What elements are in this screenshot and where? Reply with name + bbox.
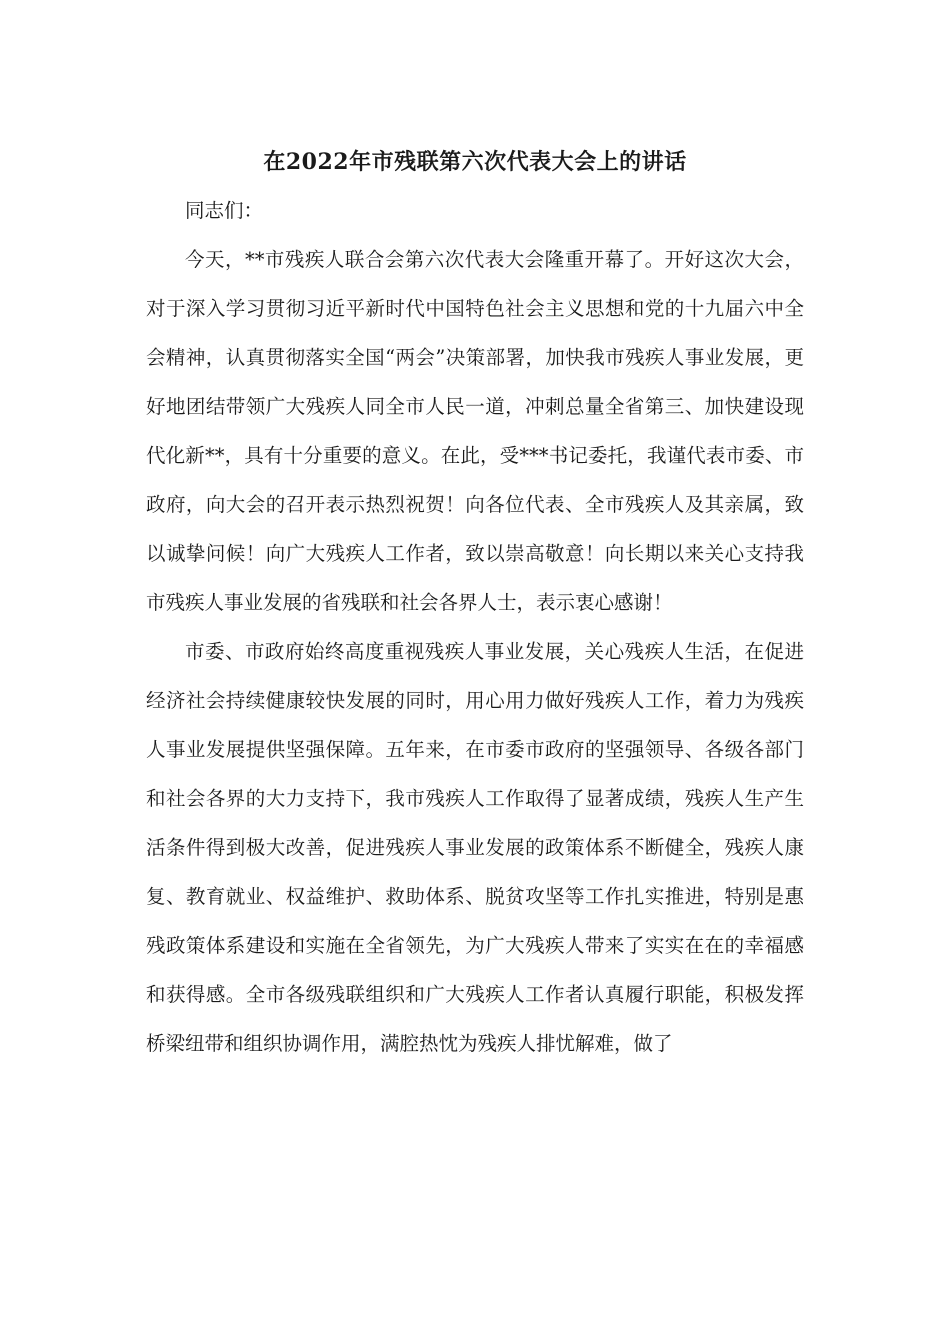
document-title: 在2022年市残联第六次代表大会上的讲话 xyxy=(263,149,687,175)
paragraph-2: 市委、市政府始终高度重视残疾人事业发展，关心残疾人生活，在促进经济社会持续健康较快发展的同时，用心用力做好残疾人工作，着力为残疾人事业发展提供坚强保障。五年来，在市委市政府的坚强领导、各级各部门和社会各界的大力支持下，我市残疾人工作取得了显著成绩，残疾人生产生活条件得到极大改善，促进残疾人事业发展的政策体系不断健全，残疾人康复、教育就业、权益维护、救助体系、脱贫攻坚等工作扎实推进，特别是惠残政策体系建设和实施在全省领先，为广大残疾人带来了实实在在的幸福感和获得感。全市各级残联组织和广大残疾人工作者认真履行职能，积极发挥桥梁纽带和组织协调作用，满腔热忱为残疾人排忧解难，做了 xyxy=(146,640,804,1055)
document-body xyxy=(146,186,804,1068)
salutation: 同志们： xyxy=(185,199,264,222)
paragraph-1: 今天，**市残疾人联合会第六次代表大会隆重开幕了。开好这次大会，对于深入学习贯彻习近平新时代中国特色社会主义思想和党的十九届六中全会精神，认真贯彻落实全国“两会”决策部署，加快我市残疾人事业发展，更好地团结带领广大残疾人同全市人民一道，冲刺总量全省第三、加快建设现代化新**，具有十分重要的意义。在此，受***书记委托，我谨代表市委、市政府，向大会的召开表示热烈祝贺！向各位代表、全市残疾人及其亲属，致以诚挚问候！向广大残疾人工作者，致以崇高敬意！向长期以来关心支持我市残疾人事业发展的省残联和社会各界人士，表示衷心感谢！ xyxy=(146,248,804,614)
